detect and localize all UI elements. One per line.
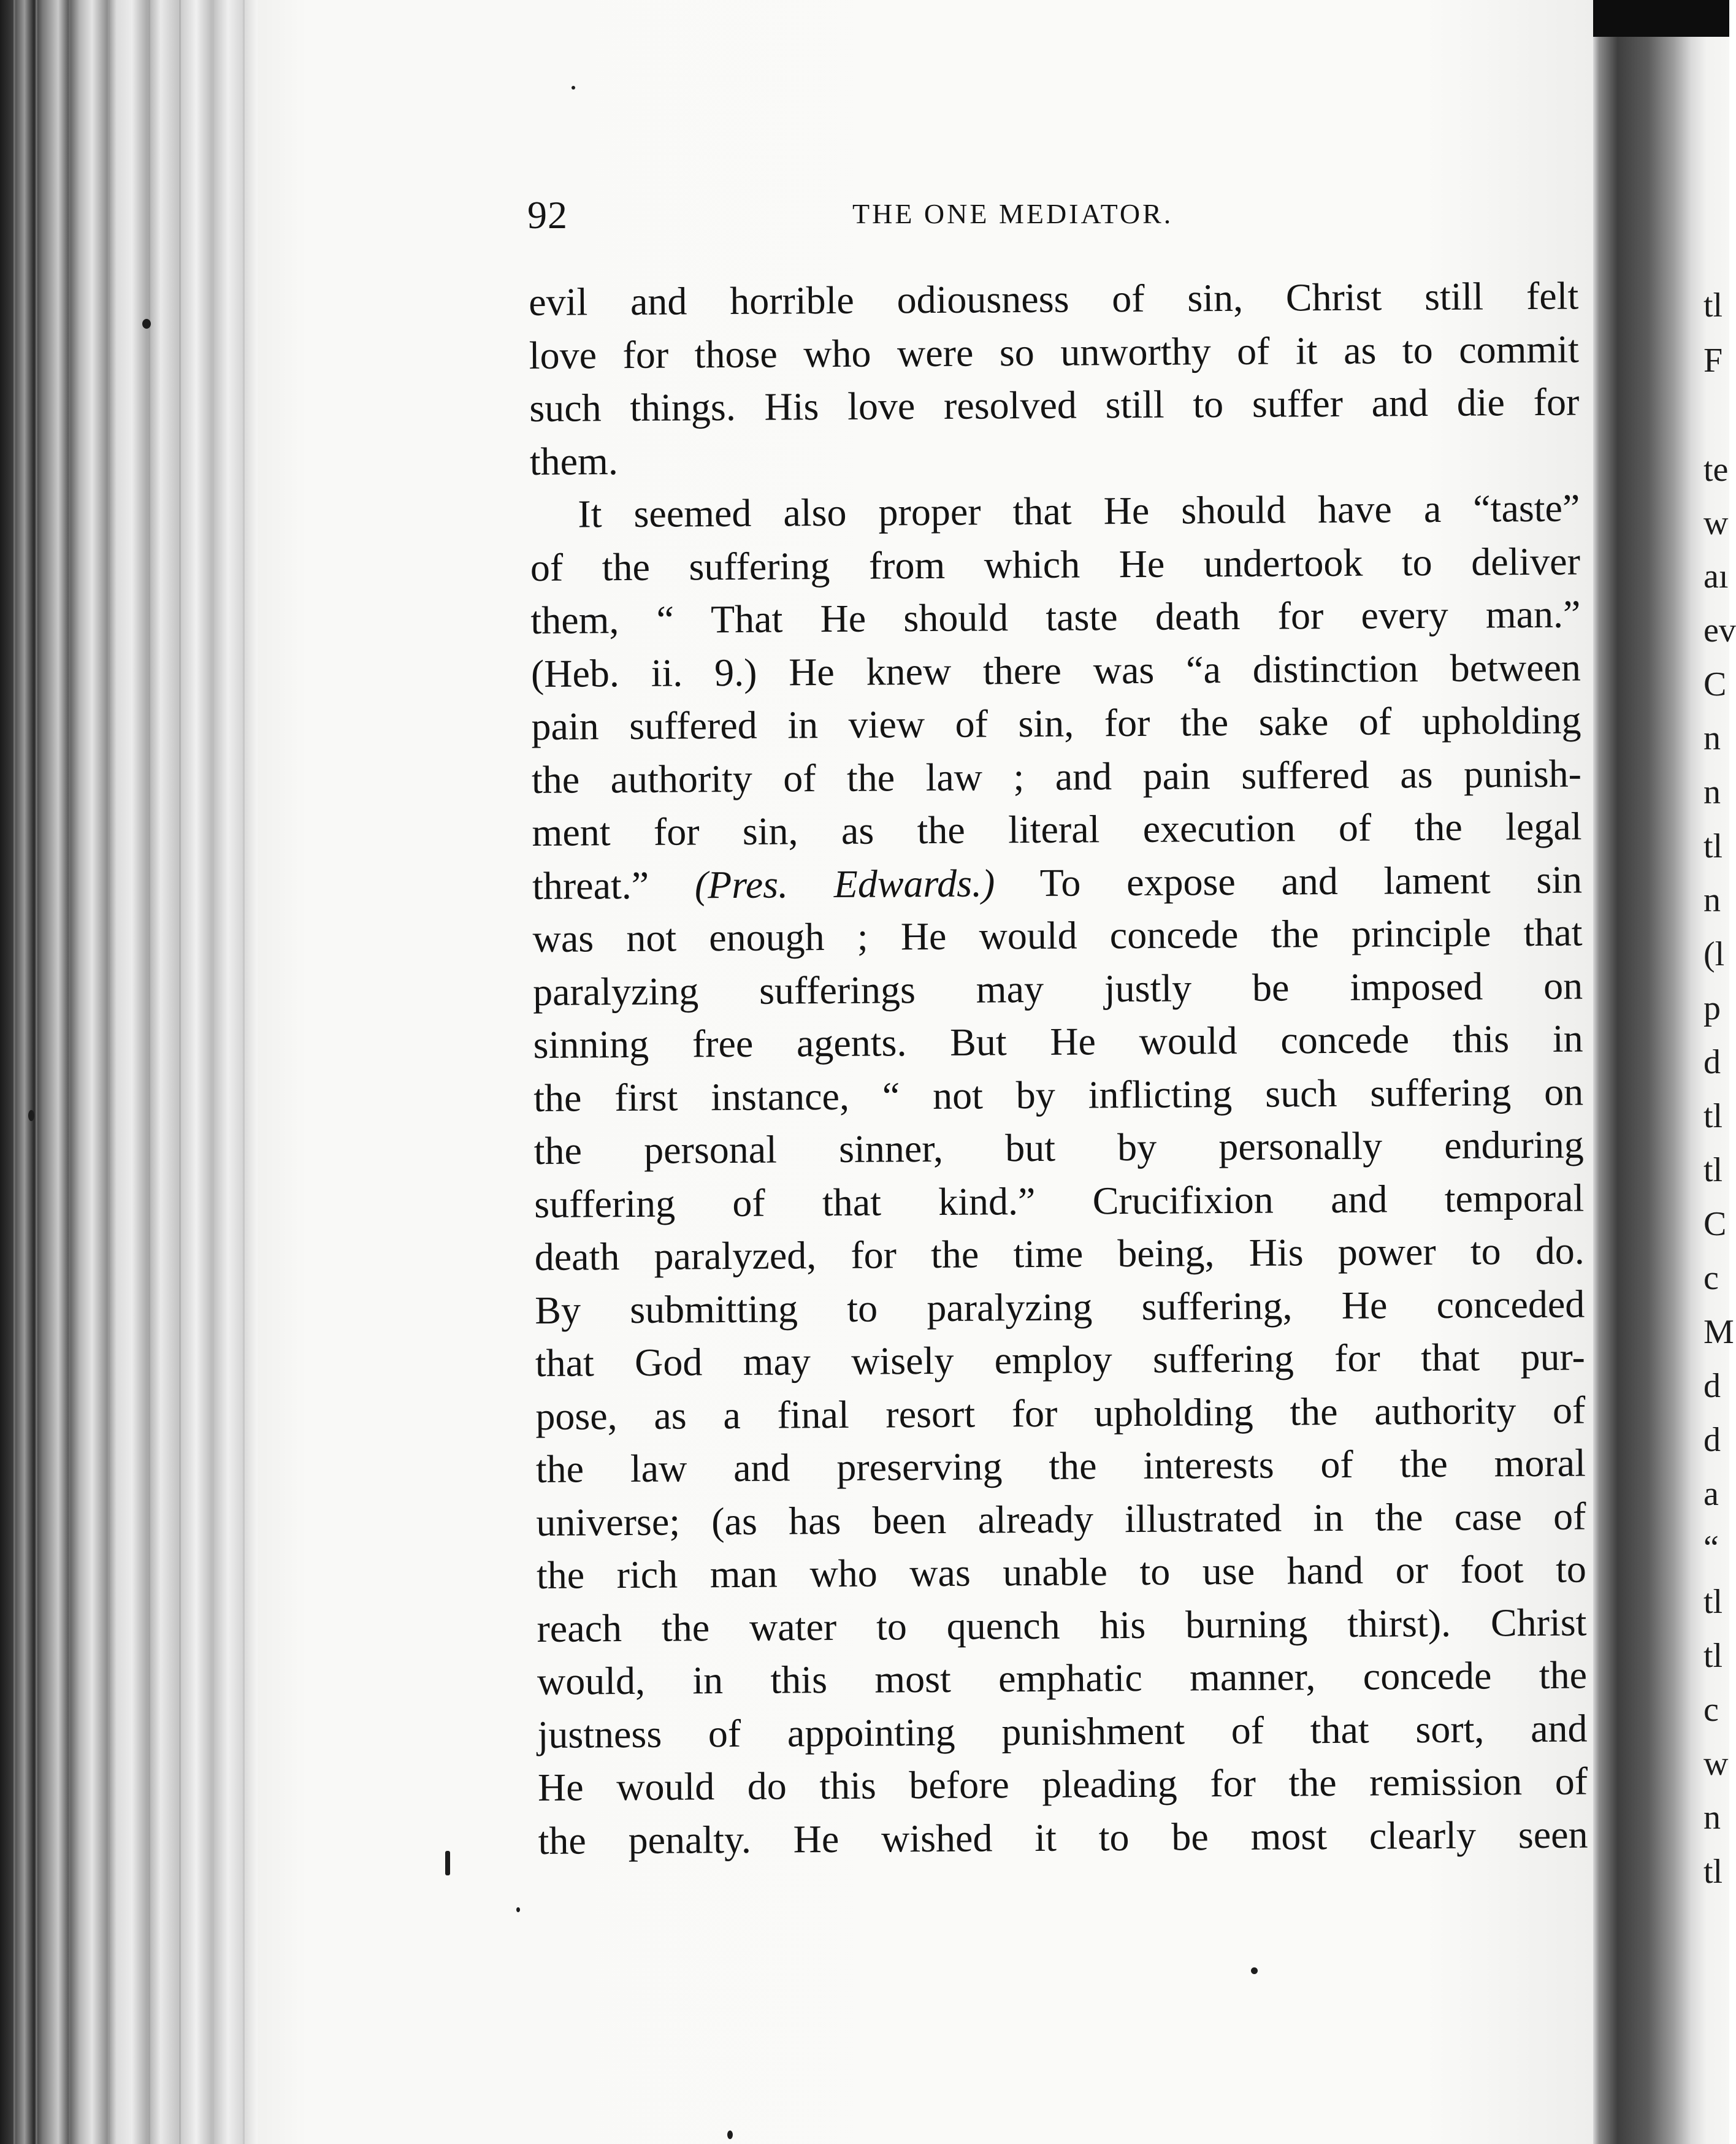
facing-text-fragment: ev [1703,611,1736,649]
text-line: pain suffered in view of sin, for the sake of upholding [531,698,1581,748]
text-line: them. [529,438,619,483]
text-line: the personal sinner, but by personally enduring [533,1122,1584,1173]
facing-text-fragment: tl [1703,1853,1723,1891]
text-line: universe; (as has been already illustrated in the case of [536,1494,1586,1544]
facing-text-fragment: F [1703,342,1723,380]
book-fore-edge [0,0,258,2144]
facing-text-fragment: n [1703,719,1721,757]
text-line: It seemed also proper that He should have a “taste” [578,486,1580,536]
citation: (Pres. Edwards.) [694,860,995,906]
text-line: (Heb. ii. 9.) He knew there was “a distinction between [530,645,1581,695]
facing-text-fragment: p [1703,989,1721,1027]
facing-text-fragment: tl [1703,1583,1723,1621]
facing-text-fragment: (l [1703,935,1725,973]
scan-speck [572,86,575,90]
facing-text-fragment: te [1703,451,1729,489]
text-line: of the suffering from which He undertook to deliver [530,539,1581,589]
text-line: ment for sin, as the literal execution of the legal [532,804,1582,854]
scan-speck [727,2131,733,2139]
page-edge-line [212,0,214,2144]
text-fragment: To expose and lament sin [1039,857,1583,905]
text-line: sinning free agents. But He would concede this in [533,1016,1583,1066]
text-line: them, “ That He should taste death for every man.” [530,592,1581,642]
text-line: was not enough ; He would concede the principle that [532,910,1583,960]
facing-text-fragment: c [1703,1259,1719,1297]
body-text [529,270,1588,1867]
page-edge-line [69,0,71,2144]
text-line: the rich man who was unable to use hand or foot to [536,1547,1587,1597]
text-line: He would do this before pleading for the remission of [537,1759,1588,1809]
scan-speck [445,1851,450,1875]
page-edge-line [13,0,15,2144]
text-line: such things. His love resolved still to suffer and die for [529,380,1580,430]
text-fragment: threat.” [532,863,649,908]
facing-text-fragment: tl [1703,1151,1723,1189]
text-line: death paralyzed, for the time being, His power to do. [534,1228,1585,1279]
scan-speck [142,319,151,329]
page-edge-line [36,0,37,2144]
facing-text-fragment: d [1703,1043,1721,1081]
facing-text-fragment: C [1703,665,1727,703]
text-line: suffering of that kind.” Crucifixion and temporal [534,1176,1585,1226]
facing-text-fragment: tl [1703,827,1723,865]
facing-page-edge [1703,0,1736,2144]
page-edge-line [243,0,245,2144]
facing-text-fragment: w [1703,504,1729,542]
text-line: the penalty. He wished it to be most clearly seen [538,1812,1588,1863]
facing-text-fragment: w [1703,1745,1729,1783]
facing-text-fragment: C [1703,1205,1727,1243]
facing-text-fragment: tl [1703,286,1723,324]
facing-text-fragment: aı [1703,557,1729,595]
facing-text-fragment: n [1703,1799,1721,1837]
page-edge-line [108,0,110,2144]
text-line: reach the water to quench his burning thirst). Christ [537,1600,1587,1650]
text-line: the law and preserving the interests of the moral [535,1441,1586,1491]
running-title: THE ONE MEDIATOR. [852,198,1174,229]
text-line: justness of appointing punishment of that sort, and [537,1706,1588,1756]
scan-speck [28,1110,34,1121]
text-line: paralyzing sufferings may justly be imposed on [532,963,1583,1014]
text-line-with-citation [532,853,1582,913]
facing-text-fragment: n [1703,773,1721,811]
facing-text-fragment: d [1703,1367,1721,1405]
facing-text-fragment: “ [1703,1529,1719,1567]
text-line: that God may wisely employ suffering for that pur- [535,1334,1586,1385]
text-line: would, in this most emphatic manner, concede the [537,1653,1588,1703]
facing-text-fragment: c [1703,1691,1719,1729]
scan-speck [516,1907,520,1912]
facing-text-fragment: tl [1703,1097,1723,1135]
facing-text-fragment: d [1703,1421,1721,1459]
facing-text-fragment: a [1703,1475,1719,1513]
page-number: 92 [527,193,568,237]
text-line: evil and horrible odiousness of sin, Christ still felt [529,274,1579,324]
page-edge-line [179,0,181,2144]
text-line: the authority of the law ; and pain suffered as punish- [531,751,1582,802]
scan-speck [1251,1967,1258,1974]
facing-text-fragment: tl [1703,1637,1723,1675]
facing-text-fragment: M [1703,1313,1734,1351]
text-line: love for those who were so unworthy of it as to commit [529,327,1579,377]
text-line: By submitting to paralyzing suffering, He conceded [535,1282,1585,1332]
facing-text-fragment: n [1703,881,1721,919]
text-line: pose, as a final resort for upholding the authority of [535,1388,1586,1438]
text-line: the first instance, “ not by inflicting such suffering on [533,1070,1584,1120]
